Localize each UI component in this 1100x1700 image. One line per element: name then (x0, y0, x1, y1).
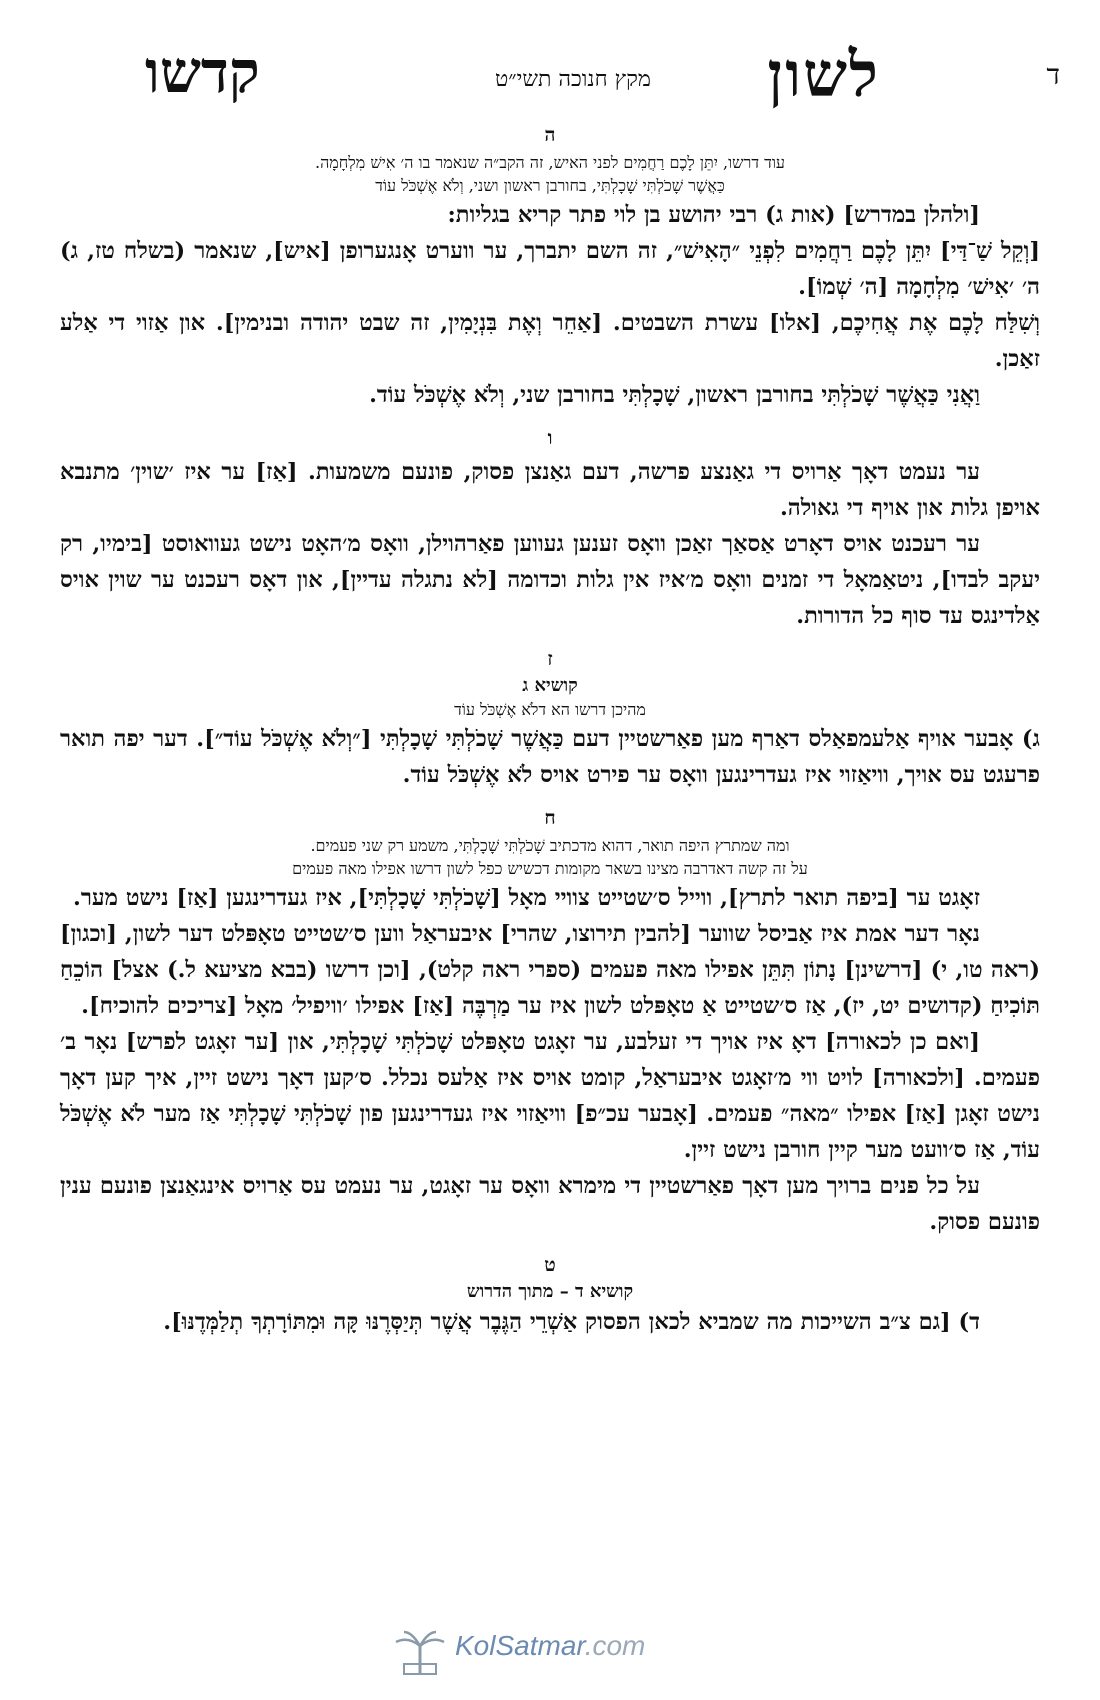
section-letter: ט (544, 1254, 556, 1276)
section-summary-line: מהיכן דרשו הא דלֹא אֶשְׁכֹּל עוֹד (454, 700, 646, 719)
footer (60, 1628, 1040, 1680)
section-letter: ו (547, 427, 553, 449)
body-paragraph: ער רעכנט אויס דאָרט אַסאַך זאַכן וואָס זענען געווען פאַרהוילן, וואָס מ׳האָט נישט געוואוסט [בימיו, רק יעקב לבדו], ניטאַמאָל די זמנים וואָס מ׳איז אין גלות וכדומה [לא נתגלה עדיין], און דאָס רעכנט ער שוין אויס אַלדינגס עד סוף כל הדורות. (60, 531, 1040, 629)
section-letter: ז (547, 648, 553, 670)
page-header (60, 20, 1060, 111)
section-heading: קושיא ד – מתוך הדרוש (466, 1281, 634, 1302)
body-paragraph: זאָגט ער [ביפה תואר לתרץ], ווייל ס׳שטייט צוויי מאָל [שָׁכֹלְתִּי שָׁכָלְתִּי], איז געדרינגען [אַז] נישט מער. (73, 885, 980, 911)
palm-tree-book-icon (390, 1628, 450, 1678)
body-paragraph: ד) [גם צ״ב השייכות מה שמביא לכאן הפסוק אַשְׁרֵי הַגֶּבֶר אֲשֶׁר תְּיַסְּרֶנּוּ קָּה וּמִתּוֹרָתְךָ תְלַמְּדֶנּוּ]. (163, 1309, 980, 1335)
section-letter: ח (544, 807, 556, 829)
body-paragraph: [ואם כן לכאורה] דאָ איז אויך די זעלבע, ער זאָגט טאָפּלט שָׁכֹלְתִּי שָׁכָלְתִּי, און [ער זאָגט לפרש] נאָר ב׳ פעמים. [ולכאורה] לויט ווי מ׳זאָגט איבעראַל, קומט אויס איז אַלעס נכלל. ס׳קען דאָך נישט זיין, איך קען דאָך נישט זאָגן [אַז] אפילו ״מאה״ פעמים. [אָבער עכ״פ] וויאַזוי איז געדרינגען פון שָׁכֹלְתִּי שָׁכָלְתִּי אַז מער לֹא אֶשְׁכֹּל עוֹד, אַז ס׳וועט מער קיין חורבן נישט זיין. (60, 1029, 1040, 1163)
page-number: ד (1046, 58, 1060, 91)
brand-title-left: קדשו (145, 38, 260, 106)
body-paragraph: [ולהלן במדרש] (אות ג) רבי יהושע בן לוי פתר קריא בגליות: (447, 202, 980, 228)
body-paragraph: וְשִׁלַּח לָכֶם אֶת אֲחִיכֶם, [אלו] עשרת השבטים. [אַחֵר וְאֶת בִּנְיָמִין, זה שבט יהודה ובנימין]. און אַזוי די אַלע זאַכן. (60, 310, 1040, 372)
body-paragraph: על כל פנים ברויך מען דאָך פאַרשטיין די מימרא וואָס ער זאָגט, ער נעמט עס אַרויס אינגאַנצן פונעם ענין פונעם פסוק. (60, 1173, 1040, 1235)
section-summary-line: ומה שמתרץ היפה תואר, דהוא מדכתיב שָׁכֹלְתִּי שָׁכָלְתִּי, משמע רק שני פעמים. (310, 836, 790, 855)
section-summary-line: עוד דרשו, יִתֵּן לָכֶם רַחֲמִים לפני האיש, זה הקב״ה שנאמר בו ה׳ אִישׁ מִלְחָמָה. (315, 153, 785, 172)
section-heading: קושיא ג (522, 675, 578, 696)
site-logo-text[interactable]: KolSatmar.com (455, 1630, 646, 1661)
brand-title-right: לשון (767, 38, 880, 111)
body-paragraph: ג) אָבער אויף אַלעמפאַלס דאַרף מען פאַרשטיין דעם כַּאֲשֶׁר שָׁכֹלְתִּי שָׁכָלְתִּי [״וְלֹא אֶשְׁכֹּל עוֹד״]. דער יפה תואר פרעגט עס אויך, וויאַזוי איז געדרינגען וואָס ער פירט אויס לֹא אֶשְׁכֹּל עוֹד. (60, 726, 1040, 788)
body-paragraph: ער נעמט דאָך אַרויס די גאַנצע פרשה, דעם גאַנצן פסוק, פונעם משמעות. [אַז] ער איז ׳שוין׳ מתנבא אויפן גלות און אויף די גאולה. (60, 459, 1040, 521)
document-page (60, 20, 1060, 1680)
document-body (60, 124, 1040, 1340)
section-summary-line: כַּאֲשֶׁר שָׁכֹלְתִּי שָׁכָלְתִּי, בחורבן ראשון ושני, וְלֹא אֶשְׁכֹּל עוֹד (375, 176, 725, 195)
body-paragraph: נאָר דער אמת איז אַביסל שווער [להבין תירוצו, שהרי] איבעראַל ווען ס׳שטייט טאָפּלט דער לשון, [וכגון] (ראה טו, י) [דרשינן] נָתוֹן תִּתֵּן אפילו מאה פעמים (ספרי ראה קלט), [וכן דרשו (בבא מציעא ל.) אצל] הוֹכֵחַ תּוֹכִיחַ (קדושים יט, יז), אַז ס׳שטייט אַ טאָפּלט לשון איז ער מַרְבֶּה [אַז] אפילו ׳וויפיל׳ מאָל [צריכים להוכיח]. (60, 921, 1040, 1019)
body-paragraph: [וְקֵל שַׁ־דַּי] יִתֵּן לָכֶם רַחֲמִים לִפְנֵי ״הָאִישׁ״, זה השם יתברך, ער ווערט אָנגערופן [איש], שנאמר (בשלח טז, ג) ה׳ ׳אִישׁ׳ מִלְחָמָה [ה׳ שְׁמוֹ]. (60, 238, 1040, 300)
section-letter: ה (544, 124, 556, 146)
body-paragraph: וַאֲנִי כַּאֲשֶׁר שָׁכֹלְתִּי בחורבן ראשון, שָׁכָלְתִּי בחורבן שני, וְלֹא אֶשְׁכֹּל עוֹד. (369, 382, 980, 408)
section-summary-line: על זה קשה דאדרבה מצינו בשאר מקומות דכשיש כפל לשון דרשו אפילו מאה פעמים (292, 859, 808, 878)
page-subtitle: מקץ חנוכה תשי״ט (495, 67, 651, 92)
